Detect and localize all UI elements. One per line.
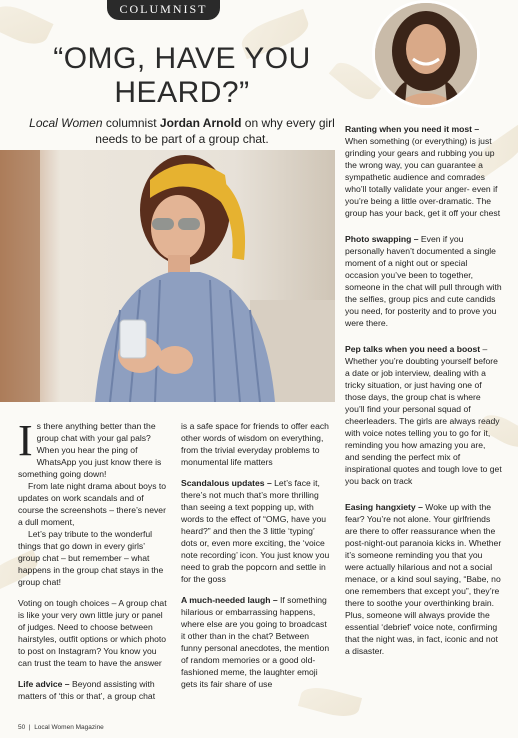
scandal-heading: Scandalous updates – [181, 478, 272, 488]
voting-paragraph [18, 597, 168, 669]
body-paragraph: From late night drama about boys to updates on work scandals and of course the screenshots – there’s never a dull moment, [18, 481, 167, 527]
photo-swap-paragraph [345, 233, 502, 329]
standfirst [18, 115, 346, 147]
body-paragraph: is a safe space for friends to offer each other words of wisdom on everything, from the trivial everyday problems to monumental life matters [181, 421, 329, 467]
hangxiety-heading: Easing hangxiety – [345, 502, 423, 512]
page-number: 50 [18, 724, 26, 731]
hero-photo [0, 150, 335, 402]
woman-with-phone-image [0, 150, 335, 402]
publication-name: Local Women [29, 116, 103, 130]
laugh-heading: A much-needed laugh – [181, 595, 278, 605]
headline: “OMG, HAVE YOU HEARD?” [53, 42, 311, 109]
standfirst-text: columnist [102, 116, 160, 130]
section-tag: COLUMNIST [107, 0, 220, 20]
photo-swap-heading: Photo swapping – [345, 234, 419, 244]
standfirst-text: on why every girl needs to be part of a group chat. [95, 116, 335, 146]
article-column-3 [345, 123, 502, 671]
hangxiety-text: Woke up with the fear? You’re not alone. Your girlfriends are there to offer reassurance when the post-night-out paranoia kicks in. Whether it’s someone reminding you that you were actually hilarious and not a social menace, or a kind soul saying, “Babe, no one remembers that except you”, they’re there to soothe your overthinking brain. Plus, someone will always provide the essential ‘debrief’ voice note, confirming that the night was, in fact, iconic and not a disaster. [345, 502, 502, 656]
rant-heading: Ranting when you need it most – [345, 124, 480, 134]
page-footer [18, 724, 104, 731]
body-paragraph: Let’s pay tribute to the wonderful things that go down in every girls’ group chat – but remember – what happens in the group chat stays in the group chat! [18, 529, 164, 587]
voting-text: – A group chat is like your very own little jury or panel of judges. Need to choose between hairstyles, outfit options or which photo to post on Instagram? You know you can trust the team to have the answer [18, 598, 167, 668]
article-column-1 [18, 416, 168, 711]
pep-talk-paragraph [345, 343, 502, 487]
intro-paragraph [18, 416, 168, 480]
footer-separator: | [28, 724, 31, 731]
pep-talk-text: – Whether you’re doubting yourself before a date or job interview, dealing with a tricky situation, or just having one of those days, the group chat is where you’ll find your personal squad of cheerleaders. The girls are always ready with voice notes telling you to go for it, reminding you how amazing you are, and sending the perfect mix of inspirational quotes and tough love to get you back on track [345, 344, 502, 486]
voting-heading: Voting on tough choices [18, 598, 110, 608]
intro-text: s there anything better than the group chat with your gal pals? When you hear the ping of WhatsApp you just know there is something going down! [18, 421, 162, 479]
laugh-text: If something hilarious or embarrassing happens, where else are you going to broadcast it other than in the chat? Between funny personal anecdotes, the mention of random memories or a good old-fashioned meme, the laughter emoji gets its fair share of use [181, 595, 330, 689]
scandal-paragraph [181, 477, 331, 585]
magazine-name: Local Women Magazine [34, 724, 104, 731]
columnist-avatar [372, 0, 480, 108]
photo-swap-text: Even if you personally haven’t documented a single moment of a night out or special occasion you’ve been to together, someone in the chat will pull through with the selfies, group pics and cute candids you need, for posterity and to prove you were there. [345, 234, 502, 328]
life-advice-heading: Life advice – [18, 679, 70, 689]
rant-text: When something (or everything) is just grinding your gears and rubbing you up the wrong way, you can guarantee a sympathetic audience and comrades who’ll totally validate your anger- even if you’re being a little over-dramatic. The group has your back, get it off your chest [345, 136, 501, 218]
article-column-2 [181, 420, 331, 699]
pep-talk-heading: Pep talks when you need a boost [345, 344, 481, 354]
life-advice-paragraph [18, 678, 168, 702]
avatar-portrait-image [375, 3, 477, 105]
life-advice-text: Beyond assisting with matters of ‘this or that’, a group chat [18, 679, 156, 701]
laugh-paragraph [181, 594, 331, 690]
author-name: Jordan Arnold [159, 116, 242, 130]
rant-paragraph [345, 123, 502, 219]
hangxiety-paragraph [345, 501, 502, 657]
scandal-text: Let’s face it, there’s not much that’s more thrilling than seeing a text popping up, with words to the effect of “OMG, have you heard?” and then the 3 little ‘typing’ dots or, even more exciting, the ‘voice note recording’ icon. You just know you need to grab the popcorn and settle in for the goss [181, 478, 330, 584]
dropcap: I [18, 416, 33, 465]
